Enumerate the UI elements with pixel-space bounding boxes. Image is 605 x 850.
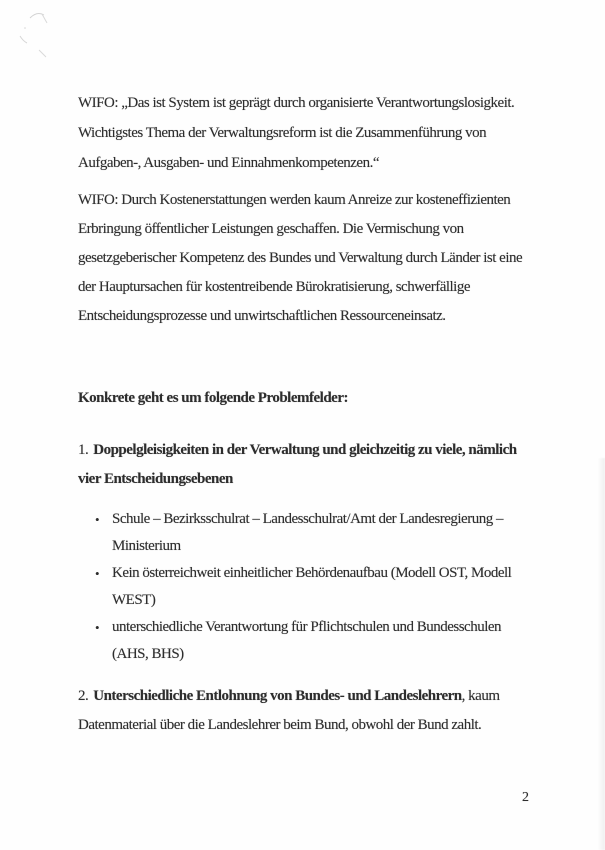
list-item xyxy=(95,560,511,614)
point-regular-text: , kaum xyxy=(461,688,500,704)
text-line: der Hauptursachen für kostentreibende Bürokratisierung, schwerfällige xyxy=(78,279,471,295)
point-bold-text: Unterschiedliche Entlohnung von Bundes- und Landeslehrern xyxy=(93,688,462,704)
page-number: 2 xyxy=(522,790,529,805)
text-line: gesetzgeberischer Kompetenz des Bundes und Verwaltung durch Länder ist eine xyxy=(78,250,523,266)
scan-edge-artifact xyxy=(598,458,605,850)
text-line: Kein österreichweit einheitlicher Behördenaufbau (Modell OST, Modell xyxy=(112,565,512,581)
text-line: vier Entscheidungsebenen xyxy=(78,471,233,487)
problem-point-2 xyxy=(78,682,499,740)
point-number: 1. xyxy=(78,442,89,458)
section-heading xyxy=(78,384,348,413)
text-line: WIFO: „Das ist System ist geprägt durch organisierte Verantwortungslosigkeit. xyxy=(78,95,515,111)
bullet-icon: • xyxy=(95,566,100,581)
text-line: Aufgaben-, Ausgaben- und Einnahmenkompetenzen.“ xyxy=(78,155,379,171)
paragraph-wifo-quote xyxy=(78,88,514,178)
text-line: unterschiedliche Verantwortung für Pflichtschulen und Bundesschulen xyxy=(112,619,502,635)
list-item xyxy=(95,614,511,668)
problem-point-1 xyxy=(78,436,517,494)
bullet-icon: • xyxy=(95,620,100,635)
bullet-icon: • xyxy=(95,512,100,527)
pencil-marks-icon xyxy=(12,8,62,63)
text-line: Erbringung öffentlicher Leistungen geschaffen. Die Vermischung von xyxy=(78,221,464,237)
text-line: (AHS, BHS) xyxy=(112,646,184,662)
list-item xyxy=(95,506,511,560)
point-number: 2. xyxy=(78,688,89,704)
paragraph-wifo-kostenerstattung xyxy=(78,186,522,331)
point-bold-text: Doppelgleisigkeiten in der Verwaltung und gleichzeitig zu viele, nämlich xyxy=(93,442,517,458)
text-line: Wichtigstes Thema der Verwaltungsreform ist die Zusammenführung von xyxy=(78,125,487,141)
text-line xyxy=(78,436,517,465)
text-line: Datenmaterial über die Landeslehrer beim Bund, obwohl der Bund zahlt. xyxy=(78,717,482,733)
text-line: Ministerium xyxy=(112,538,181,554)
text-line: WIFO: Durch Kostenerstattungen werden kaum Anreize zur kosteneffizienten xyxy=(78,192,511,208)
heading-line: Konkrete geht es um folgende Problemfelder: xyxy=(78,390,348,406)
bullet-list xyxy=(95,506,511,668)
text-line: Schule – Bezirksschulrat – Landesschulrat/Amt der Landesregierung – xyxy=(112,511,503,527)
text-line: WEST) xyxy=(112,592,156,608)
text-line xyxy=(78,682,499,711)
text-line: Entscheidungsprozesse und unwirtschaftlichen Ressourceneinsatz. xyxy=(78,308,446,324)
